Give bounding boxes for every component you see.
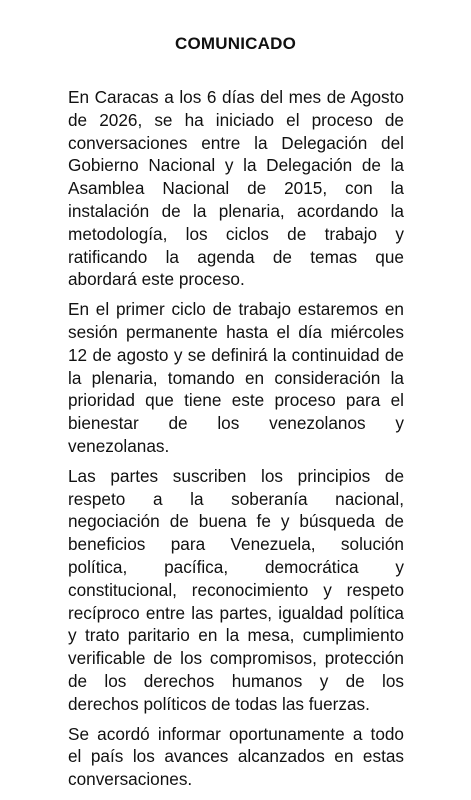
document-body bbox=[68, 86, 404, 798]
paragraph-1: En Caracas a los 6 días del mes de Agosto de 2026, se ha iniciado el proceso de conversaciones entre la Delegación del Gobierno Nacional y la Delegación de la Asamblea Nacional de 2015, con la instalación de la plenaria, acordando la metodología, los ciclos de trabajo y ratificando la agenda de temas que abordará este proceso. bbox=[68, 87, 404, 290]
paragraph-2: En el primer ciclo de trabajo estaremos en sesión permanente hasta el día miércoles 12 de agosto y se definirá la continuidad de la plenaria, tomando en consideración la prioridad que tiene este proceso para el bienestar de los venezolanos y venezolanas. bbox=[68, 299, 404, 456]
paragraph-3: Las partes suscriben los principios de respeto a la soberanía nacional, negociación de buena fe y búsqueda de beneficios para Venezuela, solución política, pacífica, democrática y constitucional, reconocimiento y respeto recíproco entre las partes, igualdad política y trato paritario en la mesa, cumplimiento verificable de los compromisos, protección de los derechos humanos y de los derechos políticos de todas las fuerzas. bbox=[68, 465, 404, 714]
paragraph-4: Se acordó informar oportunamente a todo el país los avances alcanzados en estas conversaciones. bbox=[68, 723, 404, 790]
document-title: COMUNICADO bbox=[175, 34, 296, 53]
